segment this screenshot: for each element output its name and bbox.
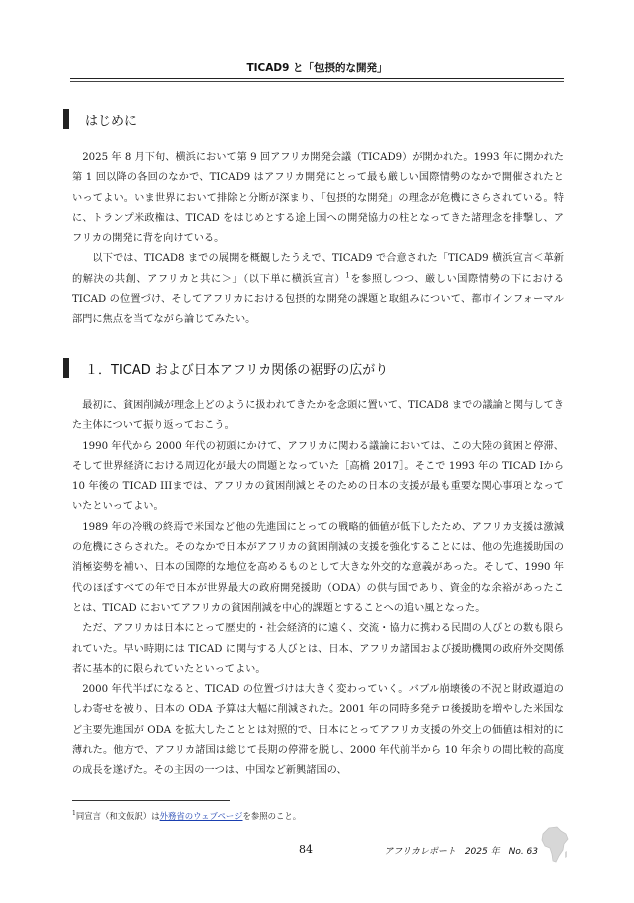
intro-paragraph-1: 2025 年 8 月下旬、横浜において第 9 回アフリカ開発会議（TICAD9）が開かれた。1993 年に開かれた第 1 回以降の各回のなかで、TICAD9 はアフリカ開発にとって最も厳しい国際情勢のなかで開催されたといってよい。いま世界において排除と分断が深まり、「包摂的な開発」の理念が危機にさらされている。特に、トランプ米政権は、TICAD をはじめとする途上国への開発協力の柱となってきた諸理念を排撃し、アフリカの開発に背を向けている。	[72, 152, 564, 245]
intro-paragraph-2	[72, 249, 564, 330]
section-heading-intro	[63, 108, 563, 130]
footnote-text: 同宣言（和文仮訳）は	[75, 811, 160, 821]
section-1-paragraph-5: 2000 年代半ばになると、TICAD の位置づけは大きく変わっていく。バブル崩壊後の不況と財政逼迫のしわ寄せを被り、日本の ODA 予算は大幅に削減された。2001 年の同時多発テロ後援助を増やした米国など主要先進国が ODA を拡大したこととは対照的で、日本にとってアフリカ支援の外交上の価値は相対的に薄れた。他方で、アフリカ諸国は総じて長期の停滞を脱し、2000 年代前半から 10 年余りの間比較的高度の成長を遂げた。その主因の一つは、中国など新興諸国の、	[72, 684, 564, 777]
header-rule	[70, 78, 564, 79]
intro-body	[72, 148, 564, 331]
running-header: TICAD9 と「包摂的な開発」	[246, 62, 388, 74]
publication-name: アフリカレポート 2025 年 No. 63	[384, 847, 538, 857]
header-rule-secondary	[70, 81, 564, 82]
section-1-paragraph-1: 最初に、貧困削減が理念上どのように扱われてきたかを念頭に置いて、TICAD8 までの議論と関与してきた主体について振り返っておこう。	[72, 400, 564, 432]
section-1-paragraph-4: ただ、アフリカは日本にとって歴史的・社会経済的に遠く、交流・協力に携わる民間の人びとの数も限られていた。早い時期には TICAD に関与する人びとは、日本、アフリカ諸国および援助機関の政府外交関係者に基本的に限られていたといってよい。	[72, 623, 564, 675]
section-heading-text: はじめに	[85, 113, 138, 129]
section-1-body	[72, 396, 564, 782]
section-1-paragraph-2: 1990 年代から 2000 年代の初頭にかけて、アフリカに関わる議論においては、この大陸の貧困と停滞、そして世界経済における周辺化が最大の問題となっていた［高橋 2017］。そこで 1993 年の TICAD Iから 10 年後の TICAD IIIまでは、アフリカの貧困削減とそのための日本の支援が最も重要な関心事項となっていたといってよい。	[72, 440, 564, 513]
section-heading-1	[63, 357, 563, 379]
section-heading-text: １．TICAD および日本アフリカ関係の裾野の広がり	[85, 362, 389, 378]
footnote-reference[interactable]: 1	[345, 271, 350, 280]
africa-map-icon	[540, 826, 570, 864]
footnote-link[interactable]: 外務省のウェブページ	[159, 811, 243, 821]
page-number: 84	[299, 843, 313, 856]
footnote	[72, 810, 564, 822]
heading-marker	[63, 109, 69, 129]
footnote-text-end: を参照のこと。	[242, 811, 302, 821]
heading-marker	[63, 358, 69, 378]
intro-paragraph-2-text: 以下では、TICAD8 までの展開を概観したうえで、TICAD9 で合意された「TICAD9 横浜宣言＜革新的解決の共創、アフリカと共に＞」（以下単に横浜宣言）	[72, 253, 564, 285]
footnote-rule	[72, 800, 230, 801]
intro-paragraph-2-text-continued: を参照しつつ、厳しい国際情勢の下における TICAD の位置づけ、そしてアフリカにおける包摂的な開発の課題と取組みについて、都市インフォーマル部門に焦点を当てながら論じてみたい。	[72, 273, 565, 326]
footnote-number: 1	[72, 810, 76, 818]
section-1-paragraph-3: 1989 年の冷戦の終焉で米国など他の先進国にとっての戦略的価値が低下したため、アフリカ支援は激減の危機にさらされた。そのなかで日本がアフリカの貧困削減の支援を強化することには、他の先進援助国の消極姿勢を補い、日本の国際的な地位を高めるものとして大きな外交的な意義があった。そして、1990 年代のほぼすべての年で日本が世界最大の政府開発援助（ODA）の供与国であり、資金的な余裕があったことは、TICAD においてアフリカの貧困削減を中心的課題とすることへの追い風となった。	[72, 521, 564, 614]
